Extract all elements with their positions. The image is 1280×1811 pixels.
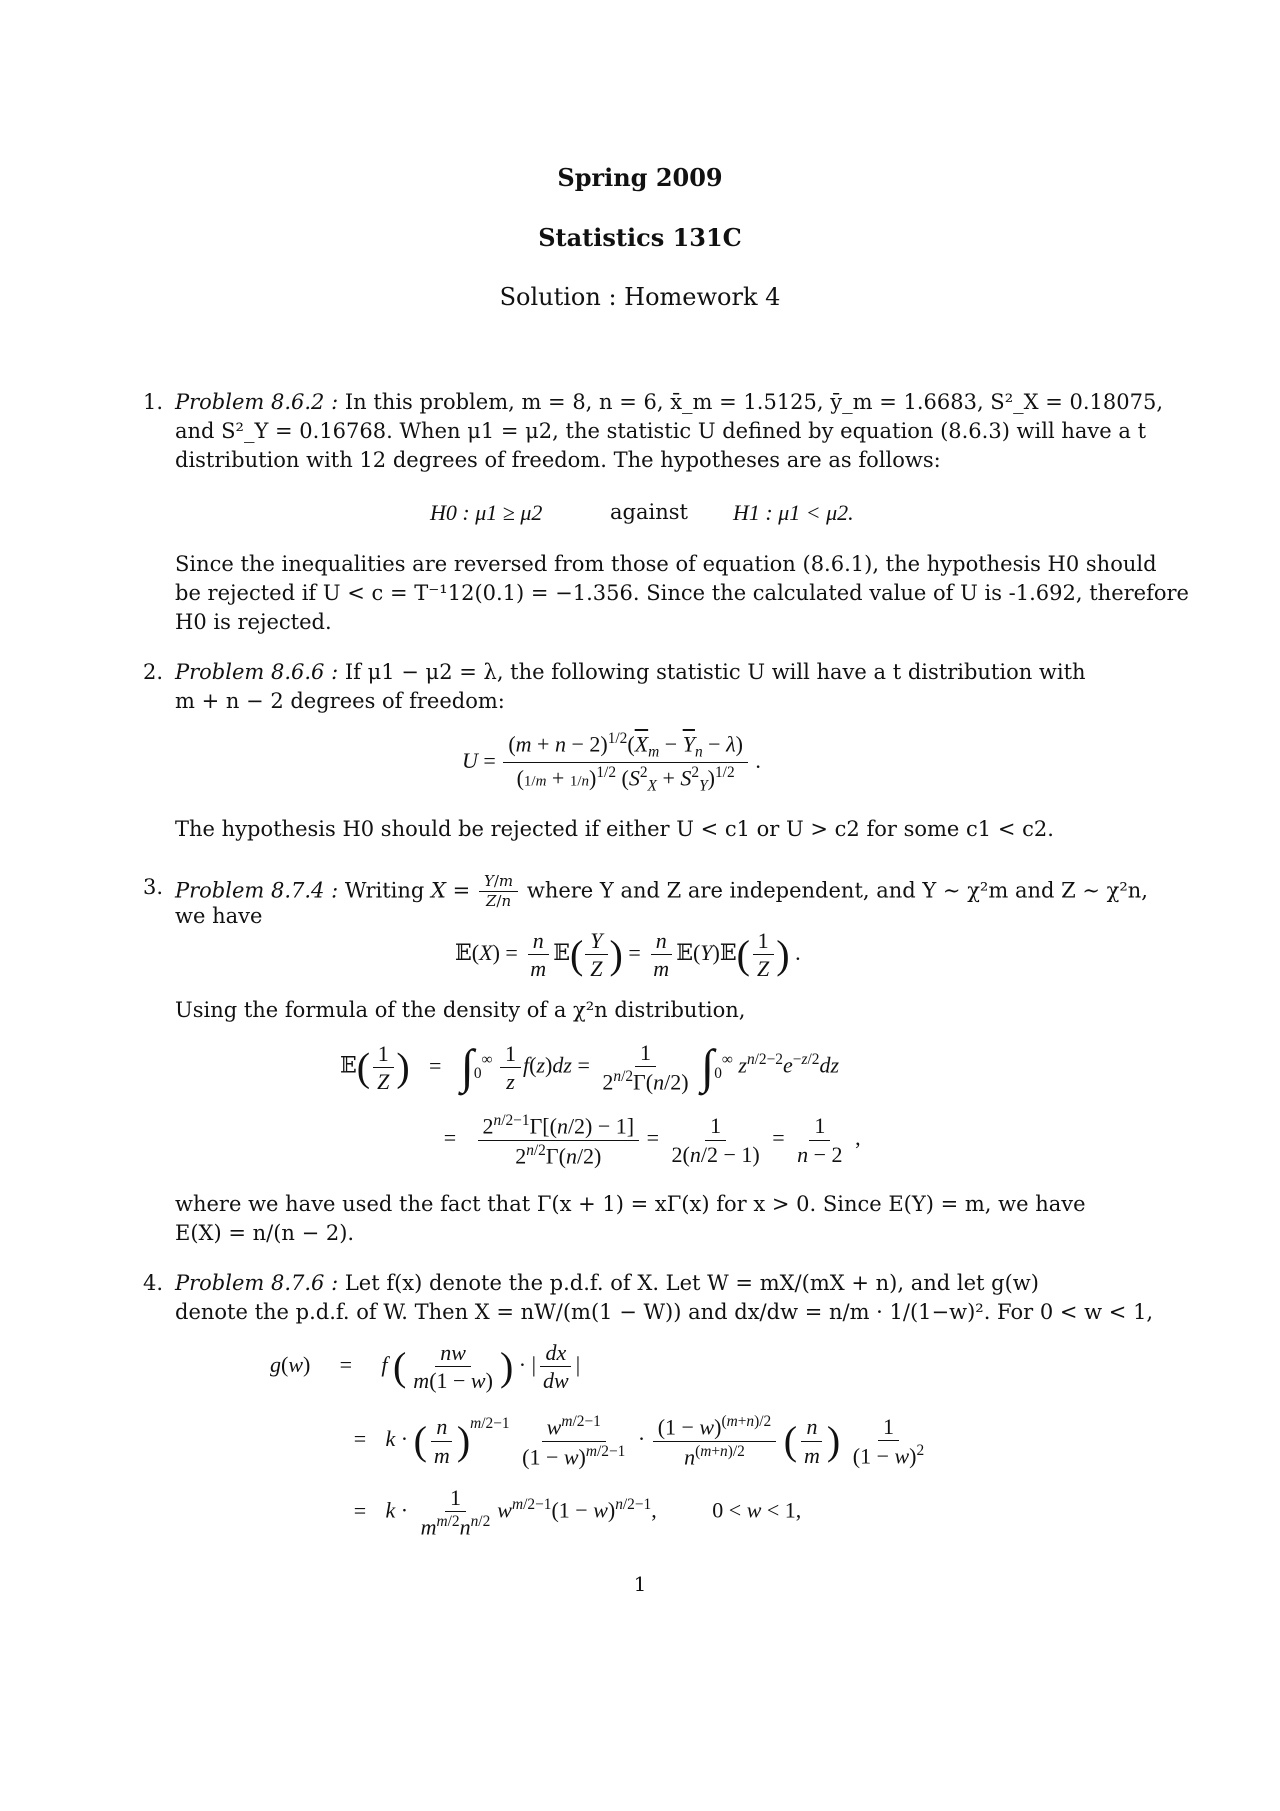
equation-g-w-2: = k · ( $\frac{n}{m}$ )$^{m/2-1}$ $\frac{w^{m/2-1}}{(1 - w)^{m/2-1}}$ · $\frac{(1 - w)^{(m+n)/2}}{n^{(m+n)/2}}$ ( $\frac{n}{m}$ ) $\frac{1}{(1 - w)^2}$ [353, 1413, 925, 1469]
problem-4-line-2: denote the p.d.f. of W. Then X = nW/(m(1 − W)) and dx/dw = n/m · 1/(1−w)². For 0 < w < 1, [175, 1300, 1154, 1324]
problem-1-line-2: and S²_Y = 0.16768. When μ1 = μ2, the statistic U defined by equation (8.6.3) will have a t [175, 419, 1147, 443]
problem-2-line-1: Problem 8.6.6 : If μ1 − μ2 = λ, the following statistic U will have a t distribution with [175, 660, 1086, 684]
problem-3-number: 3. [143, 875, 164, 899]
problem-1-line-4: Since the inequalities are reversed from those of equation (8.6.1), the hypothesis H0 should [175, 552, 1157, 576]
equation-g-w-3: = k · $\frac{1}{m^{m/2}n^{n/2}}$ $w^{m/2-1}(1 - w)^{n/2-1}$, 0 < w < 1, [353, 1485, 802, 1540]
equation-g-w-1: g(w) = f ( $\frac{nw}{m(1 - w)}$ ) · | $\frac{dx}{dw}$ | [270, 1340, 581, 1394]
hypothesis-h0: H0 : μ1 ≥ μ2 [430, 500, 543, 525]
problem-4-title: Problem 8.7.6 : [175, 1271, 339, 1295]
problem-3-line-2: we have [175, 904, 263, 928]
problem-1-line-1 [175, 388, 1164, 417]
equation-u-statistic: U = $\frac{(m + n - 2)^{1/2}(\overline{X}_m - \overline{Y}_n - \lambda)}{(1/m + 1/n)^{1/2} (S^2_X + S^2_Y)^{1/2}}$ . [462, 730, 761, 796]
page-number: 1 [633, 1572, 647, 1596]
problem-1-text-1: In this problem, m = 8, n = 6, x̄_m = 1.5125, ȳ_m = 1.6683, S²_X = 0.18075, [344, 390, 1164, 414]
problem-2-line-3: The hypothesis H0 should be rejected if either U < c1 or U > c2 for some c1 < c2. [175, 817, 1054, 841]
course-heading: Statistics 131C [538, 223, 742, 252]
problem-2-line-2: m + n − 2 degrees of freedom: [175, 689, 505, 713]
equation-expectation-inverse-z-1: 𝔼( $\frac{1}{Z}$ ) = $\int_0^\infty$ $\frac{1}{z}$ f(z)dz = $\frac{1}{2^{n/2}\Gamma(n/2)}$ $\int_0^\infty$ $z^{n/2-2}e^{-z/2}dz$ [340, 1040, 840, 1095]
problem-4-line-1: Problem 8.7.6 : Let f(x) denote the p.d.f. of X. Let W = mX/(mX + n), and let g(w) [175, 1271, 1039, 1295]
problem-2-title: Problem 8.6.6 : [175, 660, 339, 684]
problem-1-line-5: be rejected if U < c = T⁻¹12(0.1) = −1.356. Since the calculated value of U is -1.692, therefore [175, 581, 1189, 605]
problem-3-title: Problem 8.7.4 : [175, 878, 339, 903]
problem-4-number: 4. [143, 1271, 164, 1295]
problem-1-line-6: H0 is rejected. [175, 610, 332, 634]
problem-3-line-1: Problem 8.7.4 : Writing X = $\frac{Y/m}{Z/n}$ where Y and Z are independent, and Y ∼ χ²m and Z ∼ χ²n, [175, 872, 1148, 911]
equation-expectation-x: 𝔼(X) = $\frac{n}{m}$ 𝔼( $\frac{Y}{Z}$ ) = $\frac{n}{m}$ 𝔼(Y)𝔼( $\frac{1}{Z}$ ) . [455, 928, 801, 982]
hypothesis-h1: H1 : μ1 < μ2. [733, 500, 854, 525]
problem-1-number: 1. [143, 390, 164, 414]
problem-3-line-3: Using the formula of the density of a χ²n distribution, [175, 998, 746, 1022]
problem-3-line-5: E(X) = n/(n − 2). [175, 1221, 355, 1245]
term-heading: Spring 2009 [557, 163, 723, 192]
problem-3-line-4: where we have used the fact that Γ(x + 1) = xΓ(x) for x > 0. Since E(Y) = m, we have [175, 1192, 1086, 1216]
subtitle: Solution : Homework 4 [499, 283, 781, 311]
equation-expectation-inverse-z-2: = $\frac{2^{n/2-1}\Gamma[(n/2) - 1]}{2^{n/2}\Gamma(n/2)}$ = $\frac{1}{2(n/2 - 1)}$ = $\frac{1}{n - 2}$ , [443, 1112, 861, 1168]
problem-1-title: Problem 8.6.2 : [175, 390, 339, 414]
problem-2-number: 2. [143, 660, 164, 684]
hypothesis-against: against [610, 500, 688, 524]
problem-1-line-3: distribution with 12 degrees of freedom. The hypotheses are as follows: [175, 448, 941, 472]
